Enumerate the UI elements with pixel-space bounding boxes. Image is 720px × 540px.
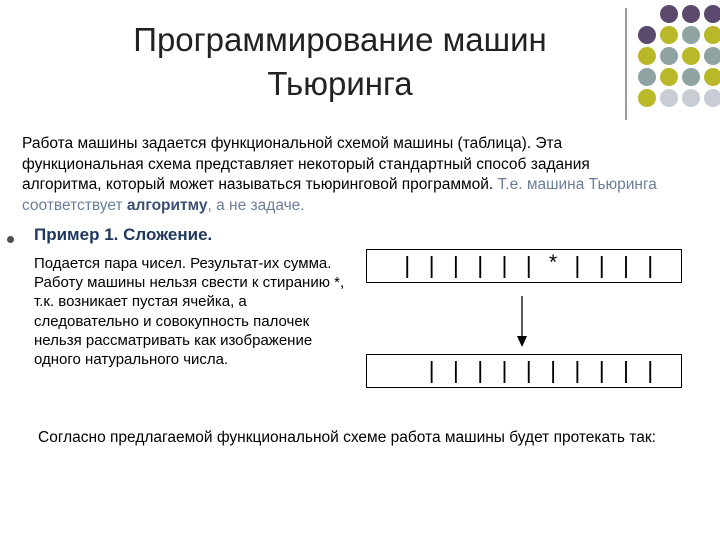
tape-cell: | <box>623 252 629 278</box>
tape-cell: | <box>647 357 654 383</box>
conclusion-text: Согласно предлагаемой функциональной схеме работа машины будет протекать так: <box>38 429 656 446</box>
tape-cell: | <box>623 357 629 383</box>
tape-cell: | <box>598 357 605 383</box>
tape-cell: | <box>598 252 605 278</box>
tape-cell <box>663 355 687 386</box>
slide-title: Программирование машин Тьюринга <box>133 21 547 102</box>
example-title: Пример 1. Сложение. <box>34 225 213 244</box>
intro-text-algorithm: алгоритму <box>126 196 208 214</box>
tape-cell: | <box>647 252 654 278</box>
tape-cell: | <box>428 357 435 383</box>
tape-cell <box>371 355 395 386</box>
tape-cell: | <box>477 252 484 278</box>
tape-cell: | <box>452 252 459 278</box>
tape-cell: | <box>477 357 484 383</box>
intro-text-main: Работа машины задается функциональной схемой машины (таблица). Эта функциональная схема представляет некоторый стандартный способ задания алгоритма, который может называться тьюринговой программой. <box>22 135 590 193</box>
tape-cell: | <box>501 357 508 383</box>
tape-cell: | <box>525 252 532 278</box>
intro-text-end: , а не задаче. <box>207 196 305 214</box>
tape-cell: | <box>574 357 581 383</box>
tape-cell: | <box>404 252 411 278</box>
tape-cell <box>395 355 419 386</box>
tape-cell-separator: * <box>549 251 558 274</box>
intro-text-highlight: Т.е. машина Тьюринга соответствует <box>22 176 657 214</box>
tape-after <box>366 354 682 388</box>
tape-cell: | <box>574 252 581 278</box>
tape-cell: | <box>525 357 532 383</box>
example-text: Подается пара чисел. Результат-их сумма. Работу машины нельзя свести к стиранию *, т.к. возникает пустая ячейка, а следовательно и совокупность палочек нельзя рассматривать как изображение одного натурального числа. <box>34 255 345 369</box>
tape-cell: | <box>501 252 508 278</box>
tape-cell: | <box>550 357 557 383</box>
tape-cell: | <box>428 252 435 278</box>
tape-cell: | <box>452 357 459 383</box>
